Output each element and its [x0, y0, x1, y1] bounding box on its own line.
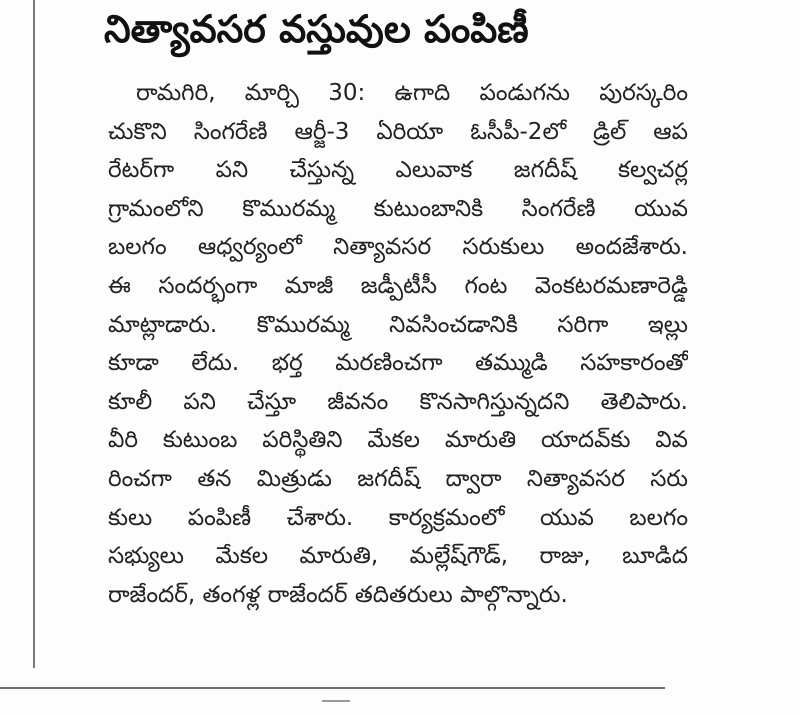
article-line: గ్రామంలోని కొమురమ్మ కుటుంబానికి సింగరేణి యువ — [108, 195, 688, 222]
article-line: రామగిరి, మార్చి 30: ఉగాది పండుగను పురస్కరిం — [136, 80, 688, 106]
column-divider — [33, 0, 35, 668]
article-line: కూడా లేదు. భర్త మరణించగా తమ్ముడి సహకారంతో — [108, 350, 688, 377]
article-line: వీరి కుటుంబ పరిస్థితిని మేకల మారుతి యాదవ్‌కు వివ — [108, 427, 688, 454]
article-line: మాట్లాడారు. కొమురమ్మ నివసించడానికి సరిగా ఇల్లు — [108, 311, 688, 338]
article-headline: నిత్యావసర వస్తువుల పంపిణీ — [104, 7, 529, 51]
page-edge-mark — [322, 700, 350, 706]
article-line: ఈ సందర్భంగా మాజీ జడ్పీటీసీ గంట వెంకటరమణారెడ్డి — [108, 272, 688, 299]
bottom-divider — [0, 687, 665, 689]
article-line: రేటర్‌గా పని చేస్తున్న ఎలువాక జగదీష్ కల్వచర్ల — [108, 157, 688, 184]
article-line: బలగం ఆధ్వర్యంలో నిత్యావసర సరుకులు అందజేశారు. — [108, 234, 688, 261]
article-line: సభ్యులు మేకల మారుతి, మల్లేష్‌గౌడ్, రాజు, బూడిద — [108, 543, 688, 570]
article-line: రించగా తన మిత్రుడు జగదీష్ ద్వారా నిత్యావసర సరు — [108, 465, 688, 492]
article-body — [108, 74, 688, 614]
article-line: కులు పంపిణీ చేశారు. కార్యక్రమంలో యువ బలగం — [108, 504, 688, 531]
article-line: రాజేందర్, తంగళ్ల రాజేందర్ తదితరులు పాల్గొన్నారు. — [108, 581, 568, 608]
article-line: కూలీ పని చేస్తూ జీవనం కొనసాగిస్తున్నదని తెలిపారు. — [108, 388, 688, 415]
article-line: చుకొని సింగరేణి ఆర్జీ-3 ఏరియా ఓసీపీ-2లో డ్రిల్ ఆప — [108, 118, 688, 145]
